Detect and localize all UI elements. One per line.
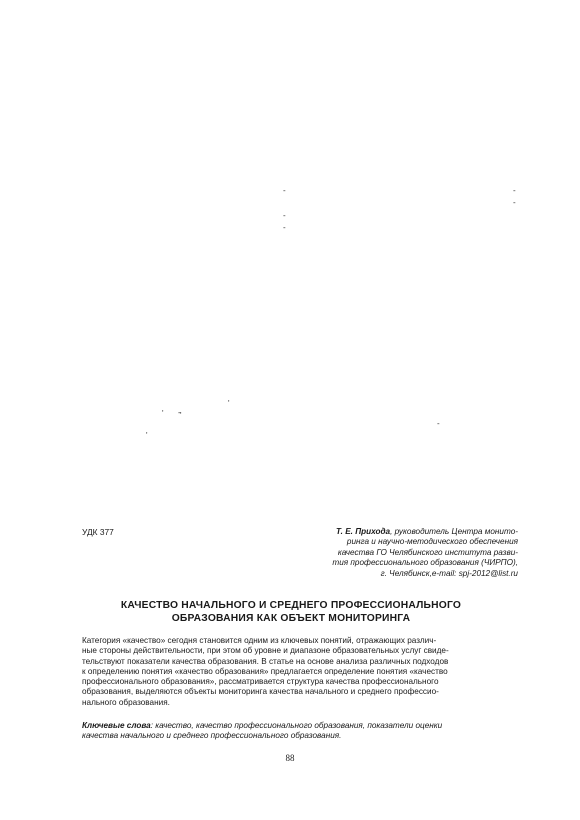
stray-mark: - [513,186,516,195]
abstract-line: ные стороны действительности, при этом об уровне и диапазоне образовательных услуг свиде- [82,646,449,656]
stray-mark: ' [228,399,230,408]
stray-mark: ' [180,411,182,420]
author-line: ринга и научно-методического обеспечения [346,537,518,547]
abstract [82,636,500,708]
keywords-text: : качество, качество профессионального образования, показатели оценки [150,721,443,730]
author-name: Т. Е. Прихода [335,527,391,536]
stray-mark: - [437,419,440,428]
udk-code: УДК 377 [82,527,114,537]
article-title [82,599,500,625]
title-line: КАЧЕСТВО НАЧАЛЬНОГО И СРЕДНЕГО ПРОФЕССИОНАЛЬНОГО [120,600,462,611]
author-line: г. Челябинск,e-mail: spj-2012@list.ru [380,568,518,578]
keywords-line: качества начального и среднего профессионального образования. [82,731,342,741]
author-line: тия профессионального образования (ЧИРПО), [332,558,518,568]
stray-mark: - [513,198,516,207]
stray-mark: - [178,408,181,417]
abstract-line: тельствуют показатели качества образования. В статье на основе анализа различных подходов [82,656,449,666]
abstract-line: нального образования. [82,697,170,707]
stray-mark: - [283,186,286,195]
author-affiliation: , руководитель Центра монито- [390,527,518,536]
keywords-line [82,721,500,731]
abstract-line: профессионального образования», рассматривается структура качества профессионального [82,677,439,687]
author-line: качества ГО Челябинского института разви- [337,547,518,557]
author-line [278,527,518,537]
stray-mark: ' [162,409,164,418]
keywords [82,721,500,742]
stray-mark: - [283,223,286,232]
stray-mark: ' [146,431,148,440]
abstract-line: образования, выделяются объекты мониторинга качества начального и среднего профессио- [82,687,439,697]
abstract-line: к определению понятия «качество образования» предлагается определение понятия «качество [82,666,448,676]
abstract-line: Категория «качество» сегодня становится одним из ключевых понятий, отражающих различ- [82,636,437,645]
keywords-label: Ключевые слова [82,721,151,730]
title-line: ОБРАЗОВАНИЯ КАК ОБЪЕКТ МОНИТОРИНГА [171,613,411,624]
page-number: 88 [285,753,295,763]
author-block [278,527,518,579]
stray-mark: - [283,211,286,220]
